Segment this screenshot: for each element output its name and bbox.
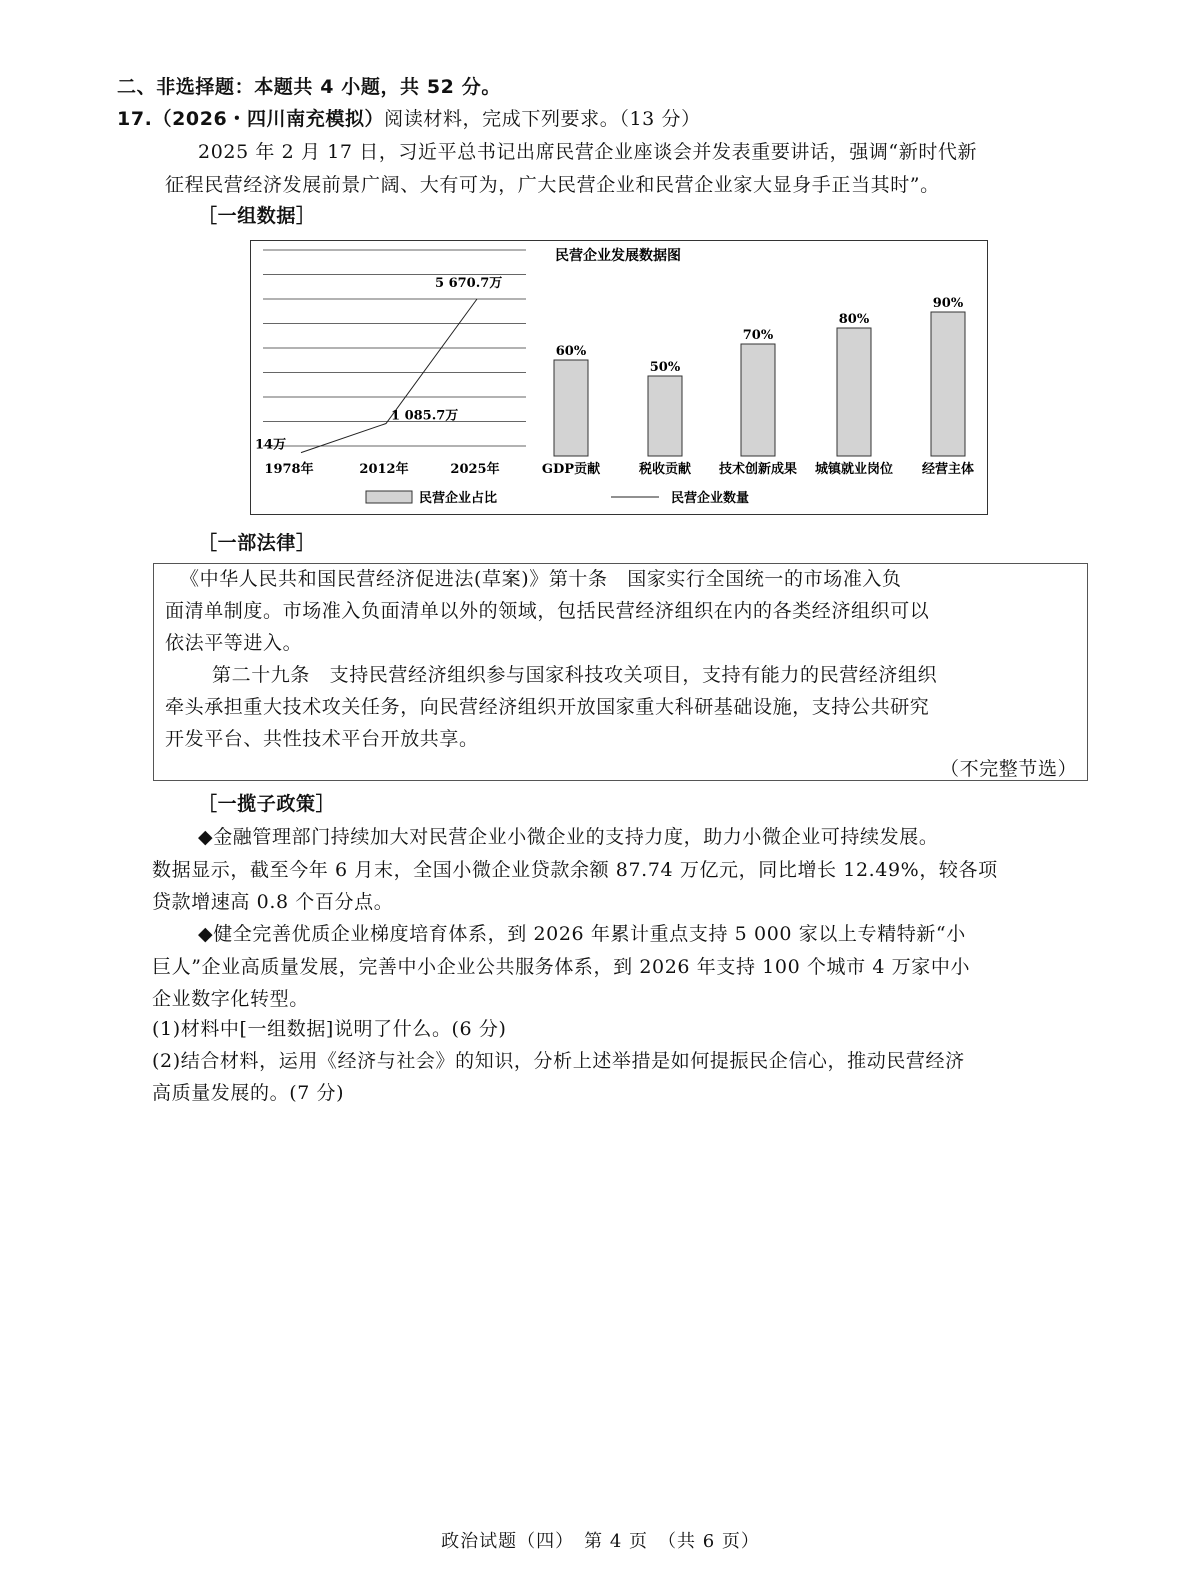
legend-bar-swatch <box>366 491 412 503</box>
question-source: （2026・四川南充模拟） <box>152 108 385 130</box>
bar-category-2: 技术创新成果 <box>718 462 798 477</box>
intro-line-1: 2025 年 2 月 17 日，习近平总书记出席民营企业座谈会并发表重要讲话，强调“新时代新 <box>198 141 978 163</box>
chart-frame <box>250 240 988 515</box>
question-instruction: 阅读材料，完成下列要求。（13 分） <box>384 108 701 130</box>
bar-series <box>542 296 974 477</box>
bar-category-3: 城镇就业岗位 <box>814 462 894 477</box>
intro-line-2: 征程民营经济发展前景广阔、大有可为，广大民营企业和民营企业家大显身手正当其时”。 <box>165 174 940 196</box>
line-point-label-0: 14万 <box>255 437 287 453</box>
bar-label-4: 90% <box>932 296 964 311</box>
bar-label-3: 80% <box>838 312 870 327</box>
line-x-tick-1: 2012年 <box>359 462 409 477</box>
law-note: （不完整节选） <box>940 758 1078 780</box>
policy-line-6: 企业数字化转型。 <box>152 988 309 1010</box>
bar-label-0: 60% <box>555 344 587 359</box>
policy-section-title: ［一揽子政策］ <box>198 793 336 815</box>
bar-label-2: 70% <box>742 328 774 343</box>
bar-2 <box>741 344 775 456</box>
law-line-5: 牵头承担重大技术攻关任务，向民营经济组织开放国家重大科研基础设施，支持公共研究 <box>165 696 930 718</box>
bar-label-1: 50% <box>649 360 681 375</box>
law-line-2: 面清单制度。市场准入负面清单以外的领域，包括民营经济组织在内的各类经济组织可以 <box>165 600 930 622</box>
bar-4 <box>931 312 965 456</box>
line-point-label-2: 5 670.7万 <box>435 276 503 291</box>
line-series-path <box>301 299 477 453</box>
sub-question-1: (1)材料中[一组数据]说明了什么。(6 分) <box>152 1018 507 1040</box>
sub-question-2-line-2: 高质量发展的。(7 分) <box>152 1082 345 1104</box>
bar-1 <box>648 376 682 456</box>
question-header <box>117 106 701 132</box>
policy-line-2: 数据显示，截至今年 6 月末，全国小微企业贷款余额 87.74 万亿元，同比增长 12.49%，较各项 <box>152 859 998 881</box>
policy-line-4: ◆健全完善优质企业梯度培育体系，到 2026 年累计重点支持 5 000 家以上专精特新“小 <box>198 923 966 945</box>
law-line-1: 《中华人民共和国民营经济促进法(草案)》第十条 国家实行全国统一的市场准入负 <box>180 568 902 590</box>
bar-category-0: GDP贡献 <box>541 462 601 477</box>
law-section-title: ［一部法律］ <box>198 532 316 554</box>
legend-bar-label: 民营企业占比 <box>419 491 498 506</box>
law-line-4: 第二十九条 支持民营经济组织参与国家科技攻关项目，支持有能力的民营经济组织 <box>212 664 938 686</box>
bar-3 <box>837 328 871 456</box>
sub-question-2-line-1: (2)结合材料，运用《经济与社会》的知识，分析上述举措是如何提振民企信心，推动民营经济 <box>152 1050 965 1072</box>
private-enterprise-chart <box>251 241 986 513</box>
policy-line-3: 贷款增速高 0.8 个百分点。 <box>152 891 394 913</box>
line-x-tick-0: 1978年 <box>264 462 314 477</box>
bar-category-4: 经营主体 <box>921 462 975 477</box>
policy-line-5: 巨人”企业高质量发展，完善中小企业公共服务体系，到 2026 年支持 100 个城市 4 万家中小 <box>152 956 971 978</box>
policy-line-1: ◆金融管理部门持续加大对民营企业小微企业的支持力度，助力小微企业可持续发展。 <box>198 826 939 848</box>
section-heading: 二、非选择题：本题共 4 小题，共 52 分。 <box>117 76 501 98</box>
law-line-6: 开发平台、共性技术平台开放共享。 <box>165 728 479 750</box>
bar-0 <box>554 360 588 456</box>
line-point-label-1: 1 085.7万 <box>391 408 459 424</box>
data-section-title: ［一组数据］ <box>198 205 316 227</box>
line-x-tick-2: 2025年 <box>450 462 500 477</box>
bar-category-1: 税收贡献 <box>638 462 692 477</box>
law-line-3: 依法平等进入。 <box>165 632 303 654</box>
chart-title: 民营企业发展数据图 <box>555 248 681 264</box>
line-series <box>255 276 502 477</box>
page-footer: 政治试题（四） 第 4 页 （共 6 页） <box>441 1531 760 1552</box>
question-number: 17. <box>117 108 153 130</box>
legend-line-label: 民营企业数量 <box>671 491 750 506</box>
